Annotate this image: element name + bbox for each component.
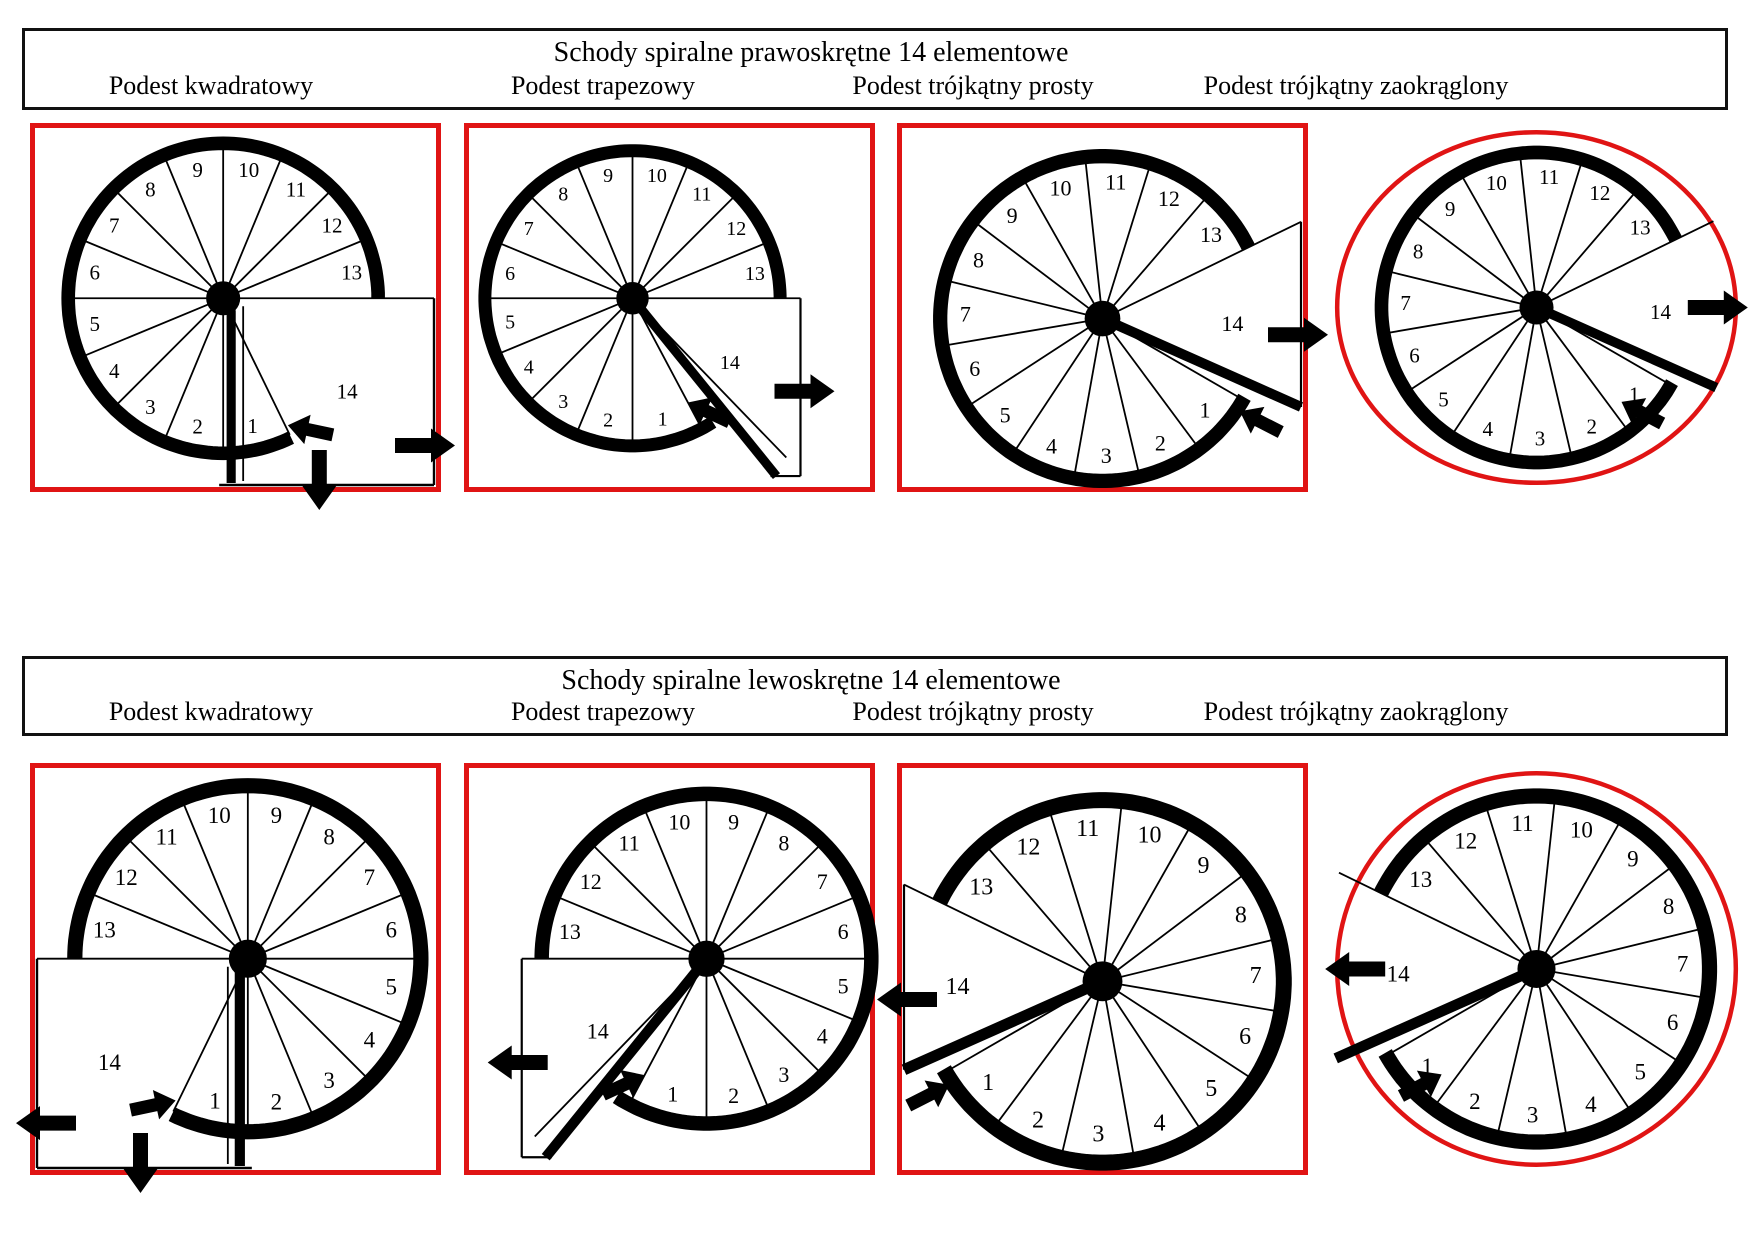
- diagram-lewoskretne-podest-trojkatny-zaokraglony: [1331, 763, 1742, 1175]
- step-divider-line: [1537, 800, 1555, 963]
- step-divider-line: [83, 301, 218, 357]
- stringer-parallel-line: [643, 309, 787, 458]
- center-newel-post: [1083, 961, 1123, 1001]
- step-number: 1: [209, 1088, 221, 1114]
- step-number: 6: [505, 262, 516, 285]
- step-divider-line: [253, 961, 405, 1024]
- step-number: 3: [323, 1067, 335, 1093]
- step-number: 11: [1076, 815, 1100, 842]
- step-number: 8: [1662, 893, 1675, 919]
- direction-arrow: [1688, 291, 1748, 325]
- step-divider-line: [116, 191, 219, 294]
- step-number: 2: [1031, 1107, 1044, 1134]
- landing-stringer: [1336, 973, 1529, 1059]
- direction-arrow: [488, 1046, 548, 1080]
- step-number: 6: [1666, 1009, 1679, 1035]
- step-number: 4: [1153, 1110, 1166, 1137]
- landing-top-edge: [1339, 873, 1531, 967]
- step-divider-line: [1108, 985, 1252, 1079]
- column-label-kwadratowy-2: Podest kwadratowy: [108, 697, 314, 726]
- step-number: 11: [692, 183, 712, 206]
- step-number: 9: [1006, 202, 1018, 228]
- step-divider-line: [592, 844, 702, 954]
- step-number: 2: [728, 1082, 740, 1108]
- step-number: 13: [92, 917, 116, 943]
- step-number: 6: [1239, 1024, 1252, 1051]
- step-number: 6: [1409, 343, 1420, 368]
- step-number: 8: [1234, 902, 1247, 929]
- step-number: 8: [558, 183, 569, 206]
- step-number: 6: [89, 260, 100, 285]
- step-number: 2: [1586, 414, 1597, 439]
- column-label-trojkatny-zaokraglony: Podest trójkątny zaokrąglony: [1203, 71, 1509, 100]
- step-number: 3: [778, 1061, 790, 1087]
- step-number: 9: [1197, 853, 1210, 880]
- column-label-kwadratowy: Podest kwadratowy: [108, 71, 314, 100]
- step-number: 7: [959, 301, 971, 327]
- step-divider-line: [1542, 972, 1679, 1062]
- direction-arrow: [775, 374, 835, 408]
- center-newel-post: [229, 940, 267, 978]
- step-divider-line: [1541, 866, 1672, 965]
- header-lewoskretne: [22, 656, 1728, 736]
- staircase-plan-svg: [897, 763, 1308, 1175]
- step-number: 2: [270, 1089, 283, 1115]
- step-number: 11: [618, 830, 640, 856]
- step-number: 7: [1676, 951, 1689, 977]
- step-divider-line: [1538, 975, 1567, 1136]
- step-divider-line: [711, 963, 821, 1073]
- direction-arrow: [302, 450, 336, 510]
- step-number: 4: [363, 1027, 376, 1053]
- step-number: 3: [1526, 1102, 1539, 1128]
- step-divider-line: [1074, 324, 1101, 475]
- direction-arrow: [288, 415, 334, 444]
- step-number: 11: [1105, 169, 1127, 195]
- step-number: 1: [667, 1081, 679, 1107]
- step-number: 5: [1634, 1059, 1647, 1085]
- step-number: 11: [285, 177, 307, 202]
- center-newel-post: [206, 281, 240, 315]
- step-number: 7: [523, 217, 534, 240]
- step-number: 4: [523, 356, 534, 379]
- landing-number: 14: [336, 379, 358, 404]
- step-number: 1: [1421, 1053, 1434, 1079]
- staircase-plan-svg: [1331, 123, 1742, 492]
- step-number: 7: [816, 868, 828, 894]
- step-number: 6: [837, 919, 849, 945]
- staircase-plan-svg: [1331, 763, 1742, 1175]
- landing-number: 14: [97, 1050, 121, 1076]
- step-number: 2: [1154, 430, 1166, 456]
- staircase-plan-svg: [30, 763, 441, 1175]
- step-divider-line: [128, 838, 244, 954]
- step-number: 12: [1016, 834, 1041, 861]
- step-divider-line: [986, 846, 1098, 977]
- step-number: 13: [558, 919, 581, 945]
- step-number: 10: [1569, 817, 1593, 843]
- step-number: 5: [505, 311, 516, 334]
- direction-arrow: [1268, 318, 1328, 352]
- landing-number: 14: [719, 352, 740, 375]
- step-number: 4: [1585, 1092, 1597, 1118]
- step-divider-line: [1409, 311, 1531, 391]
- step-number: 11: [1511, 810, 1534, 836]
- center-newel-post: [1085, 301, 1121, 337]
- step-number: 13: [969, 874, 994, 901]
- step-number: 5: [1205, 1076, 1218, 1103]
- step-divider-line: [1453, 313, 1534, 435]
- step-divider-line: [116, 303, 219, 406]
- step-divider-line: [637, 196, 735, 294]
- landing-number: 14: [1386, 961, 1410, 987]
- step-number: 2: [192, 414, 203, 439]
- step-number: 12: [1589, 180, 1611, 205]
- step-divider-line: [1106, 986, 1201, 1130]
- landing-stringer: [546, 965, 702, 1157]
- step-number: 7: [1400, 290, 1411, 315]
- step-number: 3: [1092, 1121, 1105, 1148]
- step-number: 12: [579, 868, 602, 894]
- direction-arrow: [124, 1133, 158, 1193]
- step-divider-line: [1107, 874, 1244, 978]
- step-number: 1: [982, 1070, 995, 1097]
- center-newel-post: [616, 282, 648, 314]
- diagram-lewoskretne-podest-kwadratowy: [30, 763, 441, 1175]
- step-number: 3: [1100, 443, 1112, 469]
- step-number: 7: [109, 213, 120, 238]
- step-number: 8: [1412, 239, 1424, 264]
- step-divider-line: [1539, 821, 1620, 964]
- step-number: 13: [1200, 222, 1223, 248]
- step-number: 3: [1534, 426, 1546, 451]
- step-number: 1: [1629, 382, 1640, 407]
- step-number: 2: [1469, 1089, 1481, 1115]
- staircase-plan-svg: [464, 763, 875, 1175]
- diagram-lewoskretne-podest-trojkatny-prosty: [897, 763, 1308, 1175]
- column-label-trapezowy: Podest trapezowy: [510, 71, 696, 100]
- direction-arrow: [1325, 952, 1385, 986]
- step-divider-line: [227, 191, 330, 294]
- column-label-trojkatny-prosty: Podest trójkątny prosty: [852, 71, 1094, 100]
- step-number: 10: [668, 809, 691, 835]
- step-number: 10: [646, 164, 667, 187]
- direction-arrow: [877, 983, 937, 1017]
- step-number: 10: [207, 802, 231, 828]
- center-newel-post: [688, 941, 724, 977]
- step-number: 13: [341, 260, 363, 285]
- step-number: 9: [270, 802, 283, 828]
- step-number: 12: [1454, 828, 1478, 854]
- step-divider-line: [1104, 987, 1134, 1157]
- step-number: 7: [1249, 963, 1262, 990]
- step-divider-line: [499, 301, 627, 354]
- step-divider-line: [530, 196, 628, 294]
- step-divider-line: [1510, 313, 1536, 457]
- step-number: 12: [114, 864, 138, 890]
- step-number: 13: [1409, 867, 1433, 893]
- step-divider-line: [499, 243, 627, 296]
- step-number: 9: [603, 164, 614, 187]
- step-number: 5: [385, 974, 397, 1000]
- step-divider-line: [1412, 216, 1531, 304]
- step-number: 8: [973, 247, 985, 273]
- step-number: 4: [109, 359, 120, 384]
- step-divider-line: [1014, 324, 1099, 452]
- step-number: 11: [1539, 165, 1560, 190]
- step-divider-line: [1389, 972, 1531, 1054]
- landing-number: 14: [586, 1018, 609, 1044]
- step-number: 2: [603, 409, 614, 432]
- center-newel-post: [1517, 950, 1555, 988]
- direction-arrow: [16, 1106, 76, 1140]
- step-number: 11: [155, 824, 178, 850]
- step-divider-line: [975, 222, 1097, 314]
- step-number: 1: [657, 408, 668, 431]
- step-divider-line: [712, 897, 856, 957]
- staircase-plan-svg: [30, 123, 441, 492]
- column-label-trojkatny-prosty-2: Podest trójkątny prosty: [852, 697, 1094, 726]
- step-number: 10: [238, 157, 260, 182]
- step-divider-line: [530, 303, 628, 401]
- step-number: 7: [363, 864, 376, 890]
- landing-number: 14: [1649, 300, 1671, 325]
- step-divider-line: [1105, 826, 1190, 976]
- step-number: 9: [1627, 846, 1639, 872]
- step-number: 8: [145, 177, 156, 202]
- step-number: 4: [816, 1023, 828, 1049]
- step-divider-line: [948, 984, 1097, 1070]
- step-number: 9: [728, 809, 740, 835]
- direction-arrow: [1240, 407, 1284, 438]
- step-number: 3: [145, 395, 156, 420]
- step-divider-line: [253, 894, 405, 957]
- step-number: 5: [89, 311, 100, 336]
- step-divider-line: [1103, 804, 1121, 975]
- step-divider-line: [252, 963, 368, 1079]
- step-divider-line: [252, 838, 368, 954]
- step-number: 8: [323, 824, 335, 850]
- step-number: 1: [1199, 397, 1211, 423]
- column-label-trapezowy-2: Podest trapezowy: [510, 697, 696, 726]
- step-divider-line: [1520, 156, 1536, 301]
- diagram-prawoskretne-podest-trojkatny-zaokraglony: [1331, 123, 1742, 492]
- step-divider-line: [711, 844, 821, 954]
- step-number: 1: [247, 413, 258, 438]
- section-title-lewoskretne: Schody spiralne lewoskrętne 14 elementowe: [561, 665, 1061, 696]
- column-label-trojkatny-zaokraglony-2: Podest trójkątny zaokrąglony: [1203, 697, 1509, 726]
- step-number: 4: [1045, 433, 1057, 459]
- stringer-parallel-line: [535, 971, 695, 1137]
- step-number: 13: [1629, 215, 1651, 240]
- landing-number: 14: [1221, 310, 1244, 336]
- direction-arrow: [129, 1090, 175, 1119]
- landing-top-edge: [904, 885, 1097, 979]
- step-number: 13: [744, 262, 765, 285]
- step-number: 6: [969, 356, 981, 382]
- step-divider-line: [1540, 974, 1631, 1111]
- step-number: 10: [1137, 822, 1162, 849]
- landing-top-edge: [1542, 221, 1714, 305]
- center-newel-post: [1519, 290, 1553, 324]
- step-number: 12: [321, 213, 343, 238]
- step-divider-line: [969, 322, 1098, 406]
- step-number: 10: [1049, 175, 1072, 201]
- landing-stringer: [1544, 311, 1717, 388]
- section-title-prawoskretne: Schody spiralne prawoskrętne 14 elementowe: [553, 37, 1069, 68]
- step-number: 12: [726, 217, 747, 240]
- step-number: 5: [837, 973, 849, 999]
- step-divider-line: [83, 240, 218, 296]
- diagram-prawoskretne-podest-trojkatny-prosty: [897, 123, 1308, 492]
- step-number: 10: [1485, 170, 1507, 195]
- diagram-prawoskretne-podest-trapezowy: [464, 123, 875, 492]
- step-divider-line: [712, 961, 856, 1021]
- diagram-prawoskretne-podest-kwadratowy: [30, 123, 441, 492]
- step-number: 3: [558, 390, 569, 413]
- step-divider-line: [1085, 160, 1101, 312]
- step-number: 5: [999, 402, 1011, 428]
- step-number: 9: [1444, 197, 1456, 222]
- direction-arrow: [905, 1081, 949, 1112]
- staircase-plan-svg: [464, 123, 875, 492]
- header-prawoskretne: [22, 28, 1728, 110]
- staircase-plan-svg: [897, 123, 1308, 492]
- step-number: 9: [192, 157, 203, 182]
- step-number: 6: [385, 917, 397, 943]
- diagram-lewoskretne-podest-trapezowy: [464, 763, 875, 1175]
- step-number: 4: [1482, 417, 1494, 442]
- direction-arrow: [395, 429, 455, 463]
- landing-number: 14: [945, 973, 970, 1000]
- step-number: 8: [778, 830, 790, 856]
- step-number: 12: [1157, 185, 1180, 211]
- step-number: 5: [1438, 387, 1449, 412]
